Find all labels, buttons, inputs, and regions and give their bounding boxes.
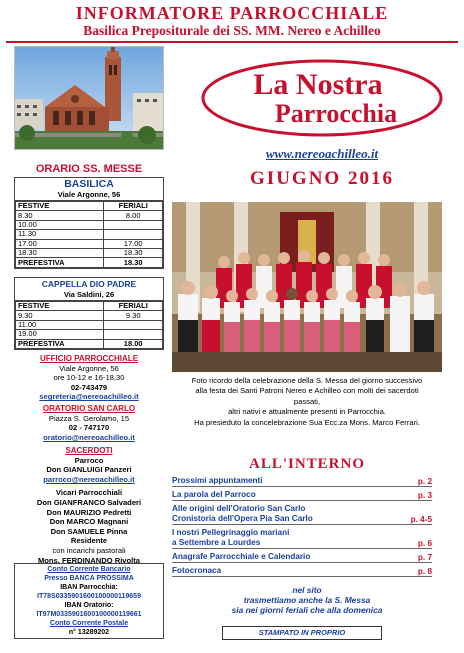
table-row [16,220,163,229]
vicario-name: Don SAMUELE Pinna [50,526,128,536]
toc-item[interactable] [172,501,432,525]
cell: 10.00 [16,220,104,229]
bank-line-1: Conto Corrente Bancario [47,566,131,573]
basilica-table [15,201,163,268]
newsletter-title: INFORMATORE PARROCCHIALE [75,3,389,23]
cell: 17.00 [104,239,163,248]
basilica-header [15,178,163,201]
bank-line-2: Presso BANCA PROSSIMA [44,575,134,582]
group-photo [172,202,442,372]
toc-item[interactable] [172,525,432,549]
cell: 8.00 [104,211,163,220]
orario-title: ORARIO SS. MESSE [35,163,143,175]
cell: 8.30 [16,211,104,220]
iban-parrocchia: IT78S0335901600100000119659 [37,593,141,600]
cell: 11.00 [16,320,104,329]
table-row [16,239,163,248]
parroco-label: Parroco [74,455,104,465]
cappella-table [15,301,163,349]
toc-item-page: p. 7 [417,553,432,562]
prefestiva-time: 18.30 [104,258,163,267]
iban-oratorio: IT97M0335901600100000119661 [36,611,142,618]
table-row [16,248,163,257]
prefestiva-time: 18.00 [104,339,163,348]
cell: 11.30 [16,230,104,239]
prefestiva-label: PREFESTIVA [16,258,104,267]
toc-item-page: p. 3 [417,491,432,500]
col-festive: FESTIVE [16,302,104,311]
prefestiva-row [16,339,163,348]
streaming-notice [172,585,442,615]
website-link[interactable]: www.nereoachilleo.it [265,146,379,161]
col-festive: FESTIVE [16,202,104,211]
residente-label: Residente [70,536,108,546]
cell [104,220,163,229]
toc-item-page: p. 6 [417,539,432,548]
bank-info [14,563,164,639]
postale-number: n° 13289202 [68,629,110,636]
cell [104,320,163,329]
toc-item[interactable] [172,549,432,563]
church-photo [14,46,164,150]
toc-item-label: Fotocronaca [172,566,222,575]
caption-line: Ha presieduto la concelebrazione Sua Ecc.za Mons. Marco Ferrari. [194,417,420,427]
col-feriali: FERIALI [104,202,163,211]
table-row [16,211,163,220]
cell [104,230,163,239]
cappella-address: Via Saldini, 26 [63,290,115,299]
toc-item[interactable] [172,474,432,487]
toc-item-label: I nostri Pellegrinaggio mariani a Settembre a Lourdes [172,528,290,547]
logo-line-1: La Nostra [253,68,383,101]
ufficio-hours: ore 10-12 e 16-18,30 [53,373,125,383]
toc-item-page: p. 2 [417,477,432,486]
toc-item-label: La parola del Parroco [172,490,256,499]
notice-line: trasmettiamo anche la S. Messa [243,595,371,605]
prefestiva-label: PREFESTIVA [16,339,104,348]
cappella-header [15,278,163,301]
header-divider [6,41,458,43]
toc-item[interactable] [172,563,432,577]
toc-item-label: Anagrafe Parrocchiale e Calendario [172,552,311,561]
iban-oratorio-label: IBAN Oratorio: [64,602,114,609]
caption-line: alla festa dei Santi Patroni Nereo e Achilleo con molti dei sacerdoti [195,386,419,396]
masthead [0,0,464,42]
basilica-subtitle: Basilica Prepositurale dei SS. MM. Nereo e Achilleo [83,23,381,38]
toc-item-page: p. 8 [417,567,432,576]
postale-label: Conto Corrente Postale [49,620,129,627]
interno-title: ALL'INTERNO [248,456,366,472]
basilica-schedule [14,177,164,269]
toc-item-page: p. 4-5 [410,515,432,524]
photo-caption [172,376,442,428]
table-row [16,320,163,329]
vicario-name: Don MARCO Magnani [49,517,129,527]
vicario-name: Don GIANFRANCO Salvaderi [36,497,142,507]
logo-line-2: Parrocchia [274,99,398,128]
caption-line: passati, [293,396,321,406]
cell: 9.30 [104,311,163,320]
basilica-address: Viale Argonne, 56 [57,190,121,199]
cell: 18.30 [16,248,104,257]
ufficio-email[interactable]: segreteria@nereoachilleo.it [39,392,139,402]
table-of-contents [172,474,432,577]
oratorio-phone: 02 - 747170 [68,423,110,433]
oratorio-address: Piazza S. Gerolamo, 15 [48,413,130,423]
notice-line: nel sito [292,585,322,595]
notice-line: sia nei giorni feriali che alla domenica [231,605,383,615]
basilica-name: BASILICA [64,178,114,190]
ufficio-block [14,354,164,402]
vicario-name: Don MAURIZIO Pedretti [46,507,132,517]
cell: 9.30 [16,311,104,320]
parroco-email[interactable]: parroco@nereoachilleo.it [43,474,135,484]
caption-line: Foto ricordo della celebrazione della S. Messa del giorno successivo [191,376,423,385]
caption-line: altri nativi e attualmente presenti in Parrocchia. [228,407,386,417]
cell [104,330,163,339]
printed-in-house-label: STAMPATO IN PROPRIO [222,626,382,640]
cell: 18.30 [104,248,163,257]
sacerdoti-block [14,446,164,565]
iban-parrocchia-label: IBAN Parrocchia: [60,584,118,591]
la-nostra-parrocchia-logo [200,58,444,138]
residente-note: con incarichi pastorali [52,545,126,555]
ufficio-address: Viale Argonne, 56 [59,363,119,373]
parroco-name: Don GIANLUIGI Panzeri [46,465,132,475]
sacerdoti-title: SACERDOTI [65,446,113,455]
ufficio-phone: 02-743479 [70,382,108,392]
vicari-label: Vicari Parrocchiali [55,488,123,498]
residente-name: Mons. FERDINANDO Rivolta [37,555,141,565]
toc-item[interactable] [172,487,432,501]
table-row [16,230,163,239]
prefestiva-row [16,258,163,267]
cell: 19.00 [16,330,104,339]
issue-date: GIUGNO 2016 [250,168,394,189]
oratorio-email[interactable]: oratorio@nereoachilleo.it [43,432,135,442]
col-feriali: FERIALI [104,302,163,311]
ufficio-title: UFFICIO PARROCCHIALE [39,354,139,363]
cappella-schedule [14,277,164,350]
cappella-name: CAPPELLA DIO PADRE [41,279,137,289]
table-row [16,311,163,320]
oratorio-block [14,404,164,442]
toc-item-label: Prossimi appuntamenti [172,476,263,485]
table-row [16,330,163,339]
oratorio-title: ORATORIO SAN CARLO [42,404,136,413]
cell: 17.00 [16,239,104,248]
toc-item-label: Alle origini dell'Oratorio San Carlo Cronistoria dell'Opera Pia San Carlo [172,504,313,523]
